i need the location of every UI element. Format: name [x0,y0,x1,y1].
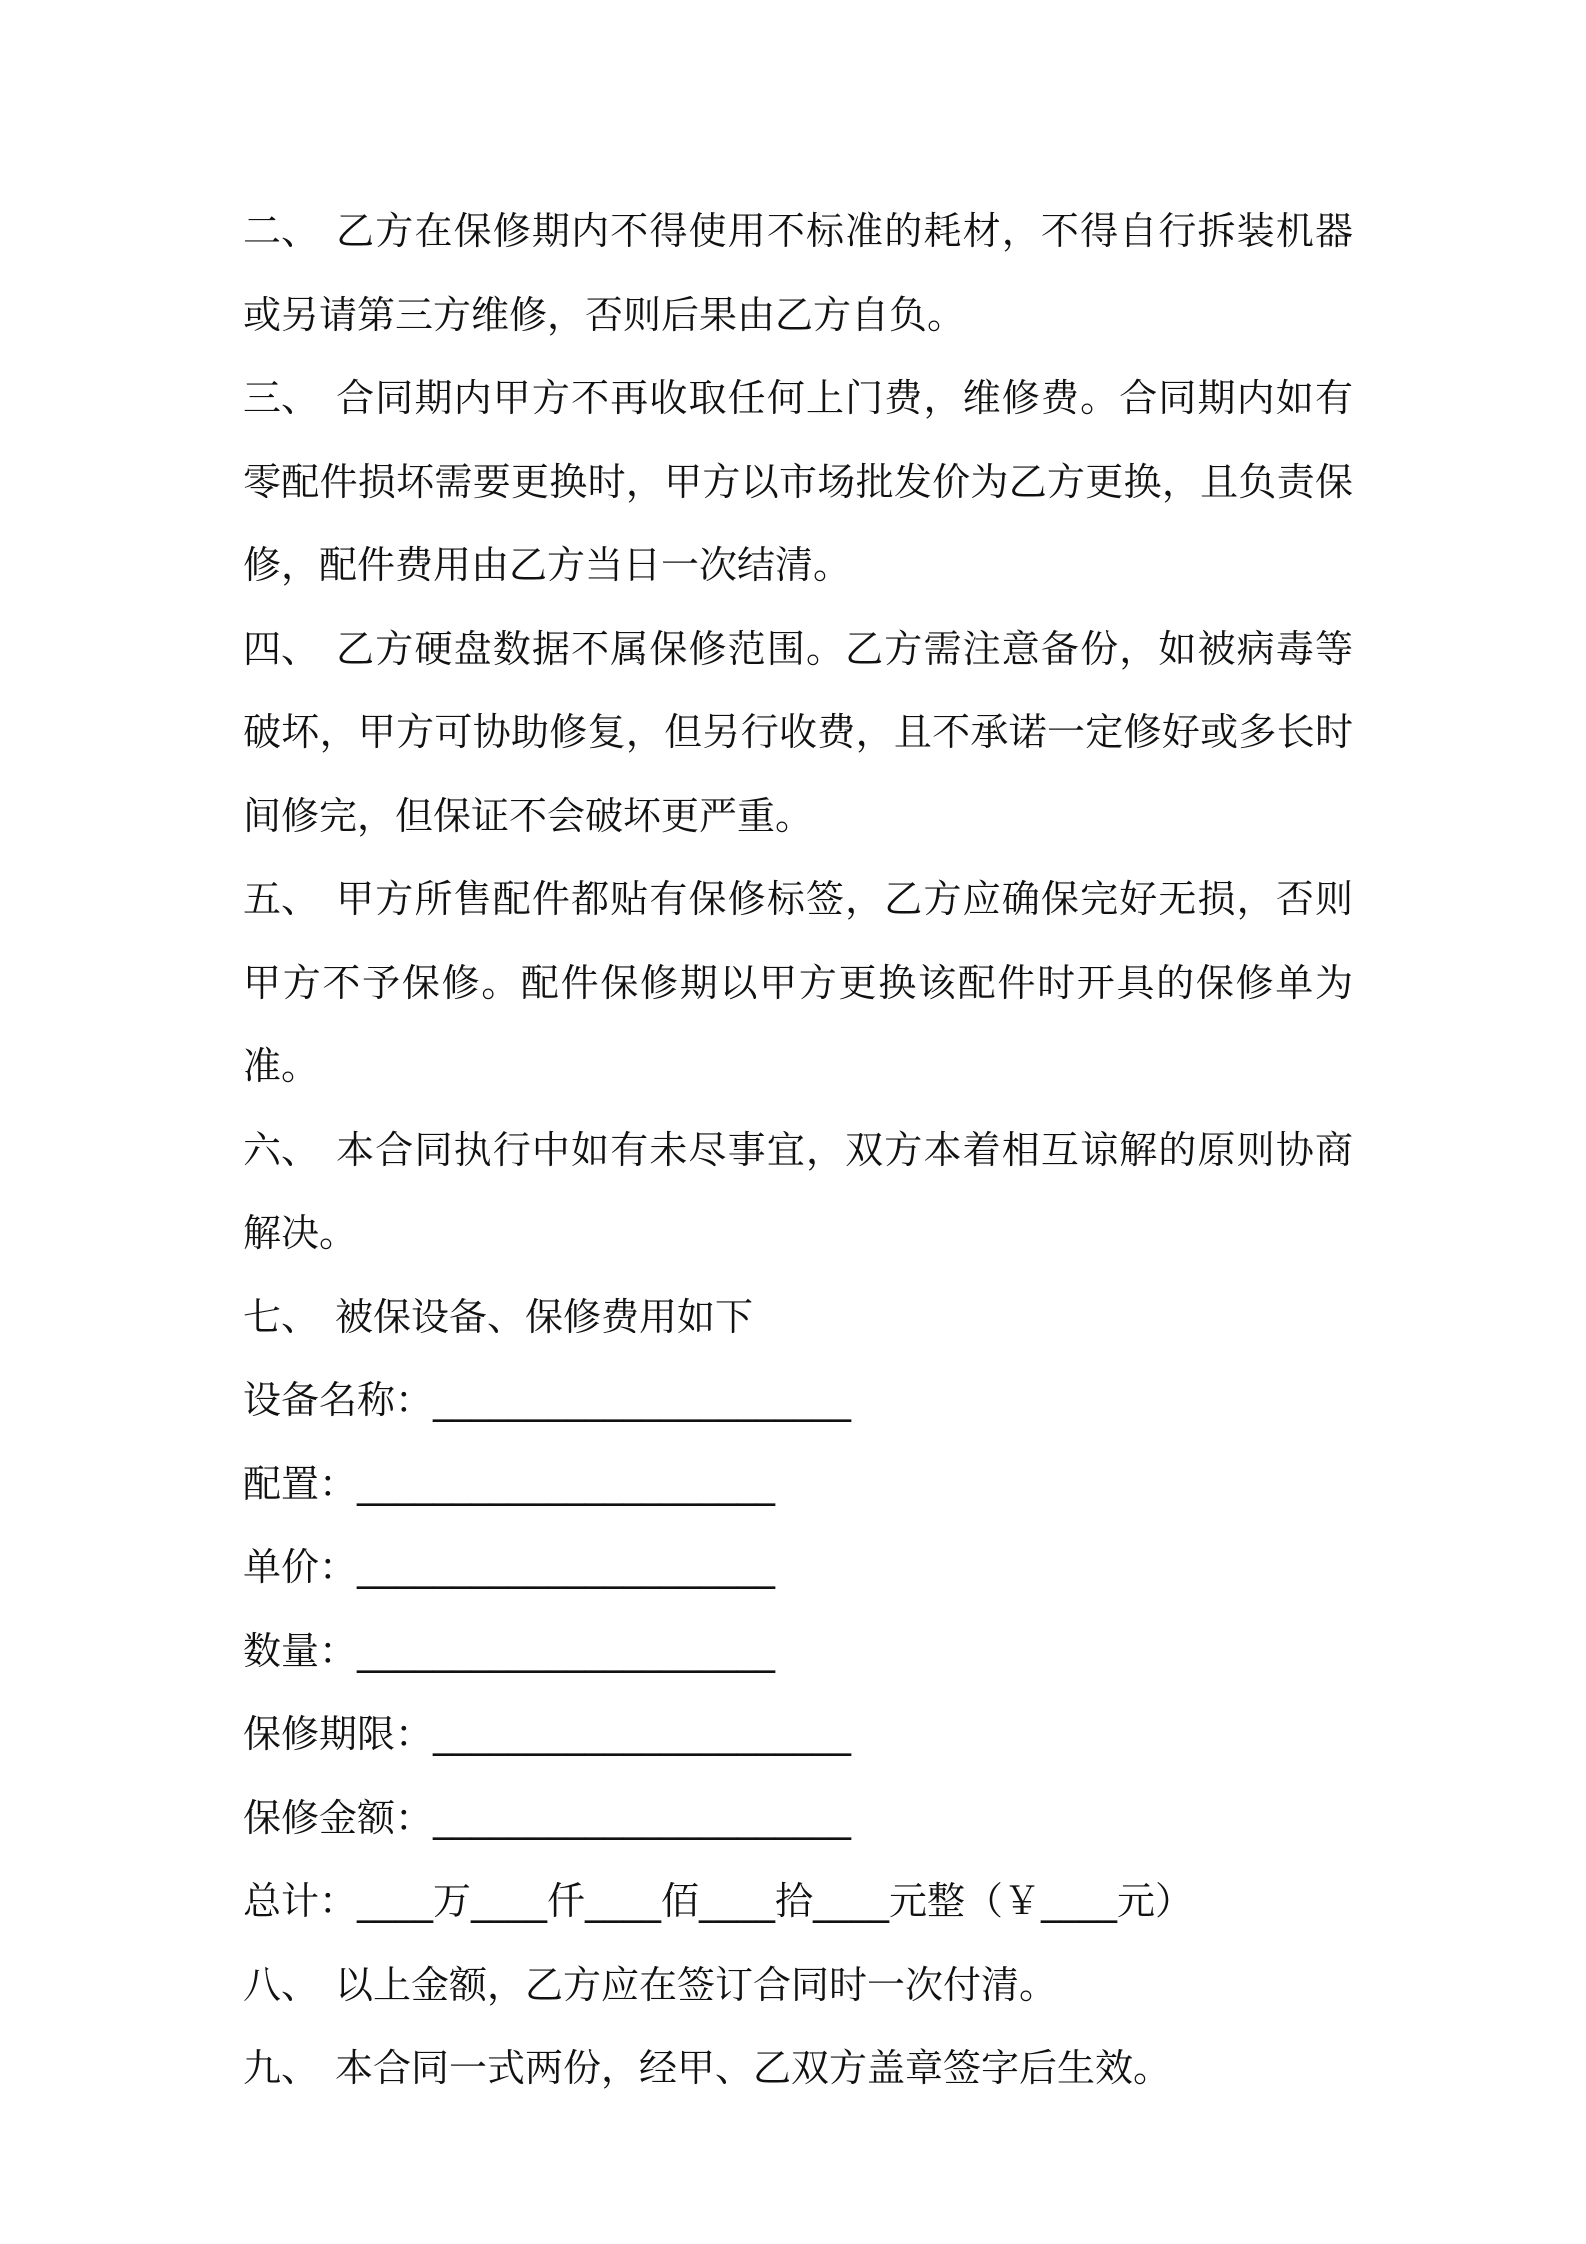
clause-text: 以上金额，乙方应在签订合同时一次付清。 [335,1962,1058,2007]
clause-number: 七、 [243,1294,320,1339]
clause-number: 九、 [243,2046,320,2090]
clause-9 [243,2027,1353,2111]
total-amount-line: 总计：____万____仟____佰____拾____元整（￥____元） [243,1879,1194,1923]
field-label: 单价： [243,1545,358,1589]
contract-body [243,190,1353,2111]
clause-6 [243,1109,1353,1276]
clause-number: 五、 [243,877,320,921]
field-label: 保修金额： [243,1795,434,1840]
field-warranty-amount [243,1777,1353,1861]
clause-number: 四、 [243,626,320,671]
field-label: 配置： [243,1461,358,1506]
clause-5 [243,858,1353,1109]
clause-2 [243,190,1353,357]
field-blank: ______________________ [433,1795,852,1840]
clause-text: 被保设备、保修费用如下 [335,1294,754,1339]
clause-text: 乙方硬盘数据不属保修范围。乙方需注意备份，如被病毒等破坏，甲方可协助修复，但另行收费，且不承诺一定修好或多长时间修完，但保证不会破坏更严重。 [243,626,1353,838]
field-label: 数量： [243,1628,358,1673]
field-blank: ______________________ [357,1628,776,1673]
clause-4 [243,608,1353,859]
field-blank: ______________________ [433,1712,852,1756]
field-unit-price [243,1526,1353,1610]
clause-text: 本合同执行中如有未尽事宜，双方本着相互谅解的原则协商解决。 [243,1127,1353,1255]
field-label: 设备名称： [243,1378,434,1422]
clause-number: 三、 [243,376,320,420]
field-configuration [243,1443,1353,1527]
clause-number: 八、 [243,1962,320,2007]
field-blank: ______________________ [357,1461,776,1506]
field-warranty-period [243,1693,1353,1777]
clause-text: 甲方所售配件都贴有保修标签，乙方应确保完好无损，否则甲方不予保修。配件保修期以甲方更换该配件时开具的保修单为准。 [243,877,1353,1088]
field-blank: ______________________ [357,1545,776,1589]
clause-text: 乙方在保修期内不得使用不标准的耗材，不得自行拆装机器或另请第三方维修，否则后果由乙方自负。 [243,209,1353,337]
field-device-name [243,1359,1353,1443]
clause-number: 六、 [243,1127,320,1172]
clause-text: 本合同一式两份，经甲、乙双方盖章签字后生效。 [335,2046,1172,2090]
field-quantity [243,1610,1353,1694]
clause-7 [243,1276,1353,1360]
clause-text: 合同期内甲方不再收取任何上门费，维修费。合同期内如有零配件损坏需要更换时，甲方以市场批发价为乙方更换，且负责保修，配件费用由乙方当日一次结清。 [243,376,1353,587]
clause-3 [243,357,1353,608]
field-blank: ______________________ [433,1378,852,1422]
field-label: 保修期限： [243,1712,434,1756]
clause-8 [243,1944,1353,2028]
clause-number: 二、 [243,209,320,253]
